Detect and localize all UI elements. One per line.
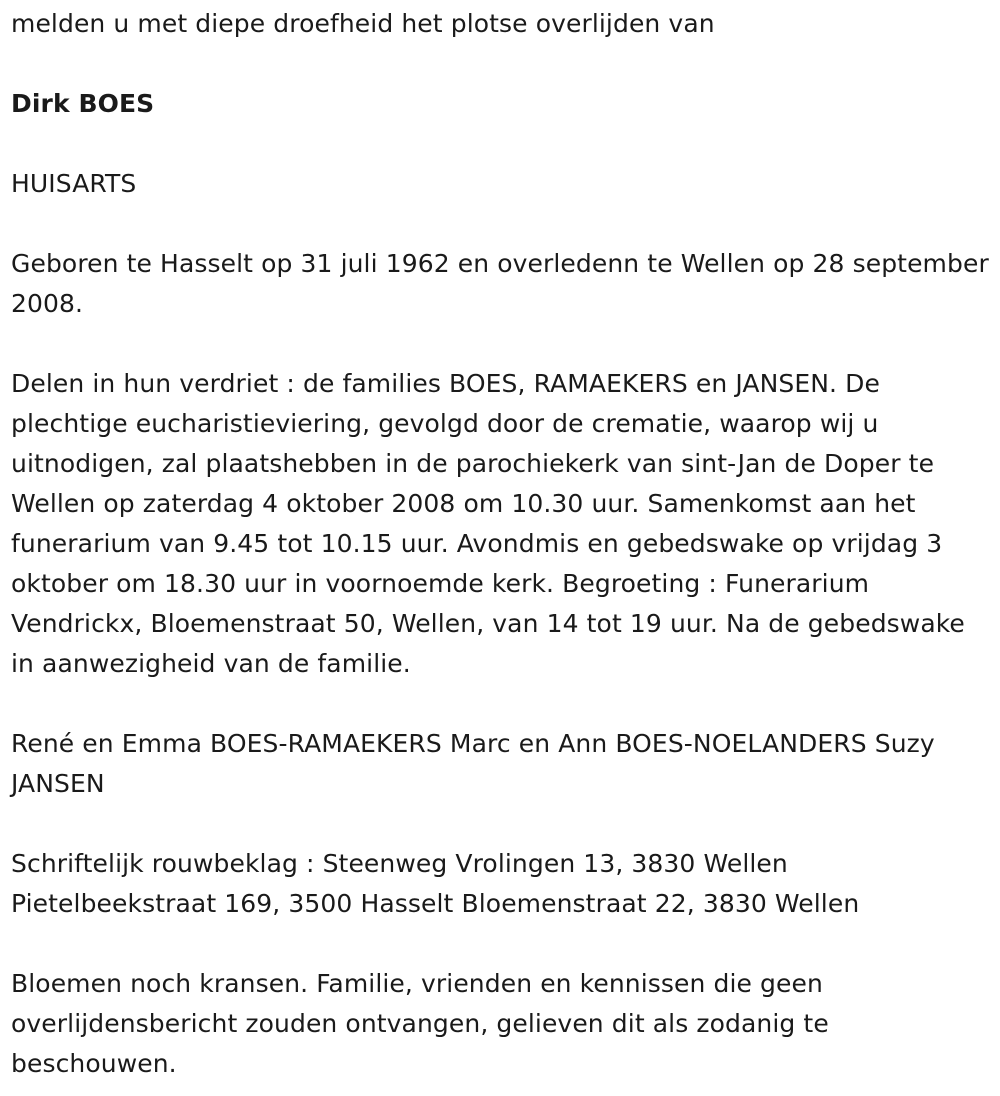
birth-death-text: Geboren te Hasselt op 31 juli 1962 en overledenn te Wellen op 28 september 2008. (11, 249, 989, 318)
intro-text: melden u met diepe droefheid het plotse overlijden van (11, 9, 715, 38)
ceremony-text: Delen in hun verdriet : de families BOES, RAMAEKERS en JANSEN. De plechtige eucharistieviering, gevolgd door de crematie, waarop wij u uitnodigen, zal plaatshebben in de parochiekerk van sint-Jan de Doper te Wellen op zaterdag 4 oktober 2008 om 10.30 uur. Samenkomst aan het funerarium van 9.45 tot 10.15 uur. Avondmis en gebedswake op vrijdag 3 oktober om 18.30 uur in voornoemde kerk. Begroeting : Funerarium Vendrickx, Bloemenstraat 50, Wellen, van 14 tot 19 uur. Na de gebedswake in aanwezigheid van de familie. (11, 369, 965, 678)
closing-text: Bloemen noch kransen. Familie, vrienden en kennissen die geen overlijdensbericht zouden ontvangen, gelieven dit als zodanig te beschouwen. (11, 969, 829, 1078)
family-text: René en Emma BOES-RAMAEKERS Marc en Ann BOES-NOELANDERS Suzy JANSEN (11, 729, 935, 798)
profession-text: HUISARTS (11, 169, 137, 198)
obituary-document (11, 4, 991, 1084)
condolences-text: Schriftelijk rouwbeklag : Steenweg Vrolingen 13, 3830 Wellen Pietelbeekstraat 169, 3500 Hasselt Bloemenstraat 22, 3830 Wellen (11, 849, 860, 918)
deceased-name: Dirk BOES (11, 89, 155, 118)
